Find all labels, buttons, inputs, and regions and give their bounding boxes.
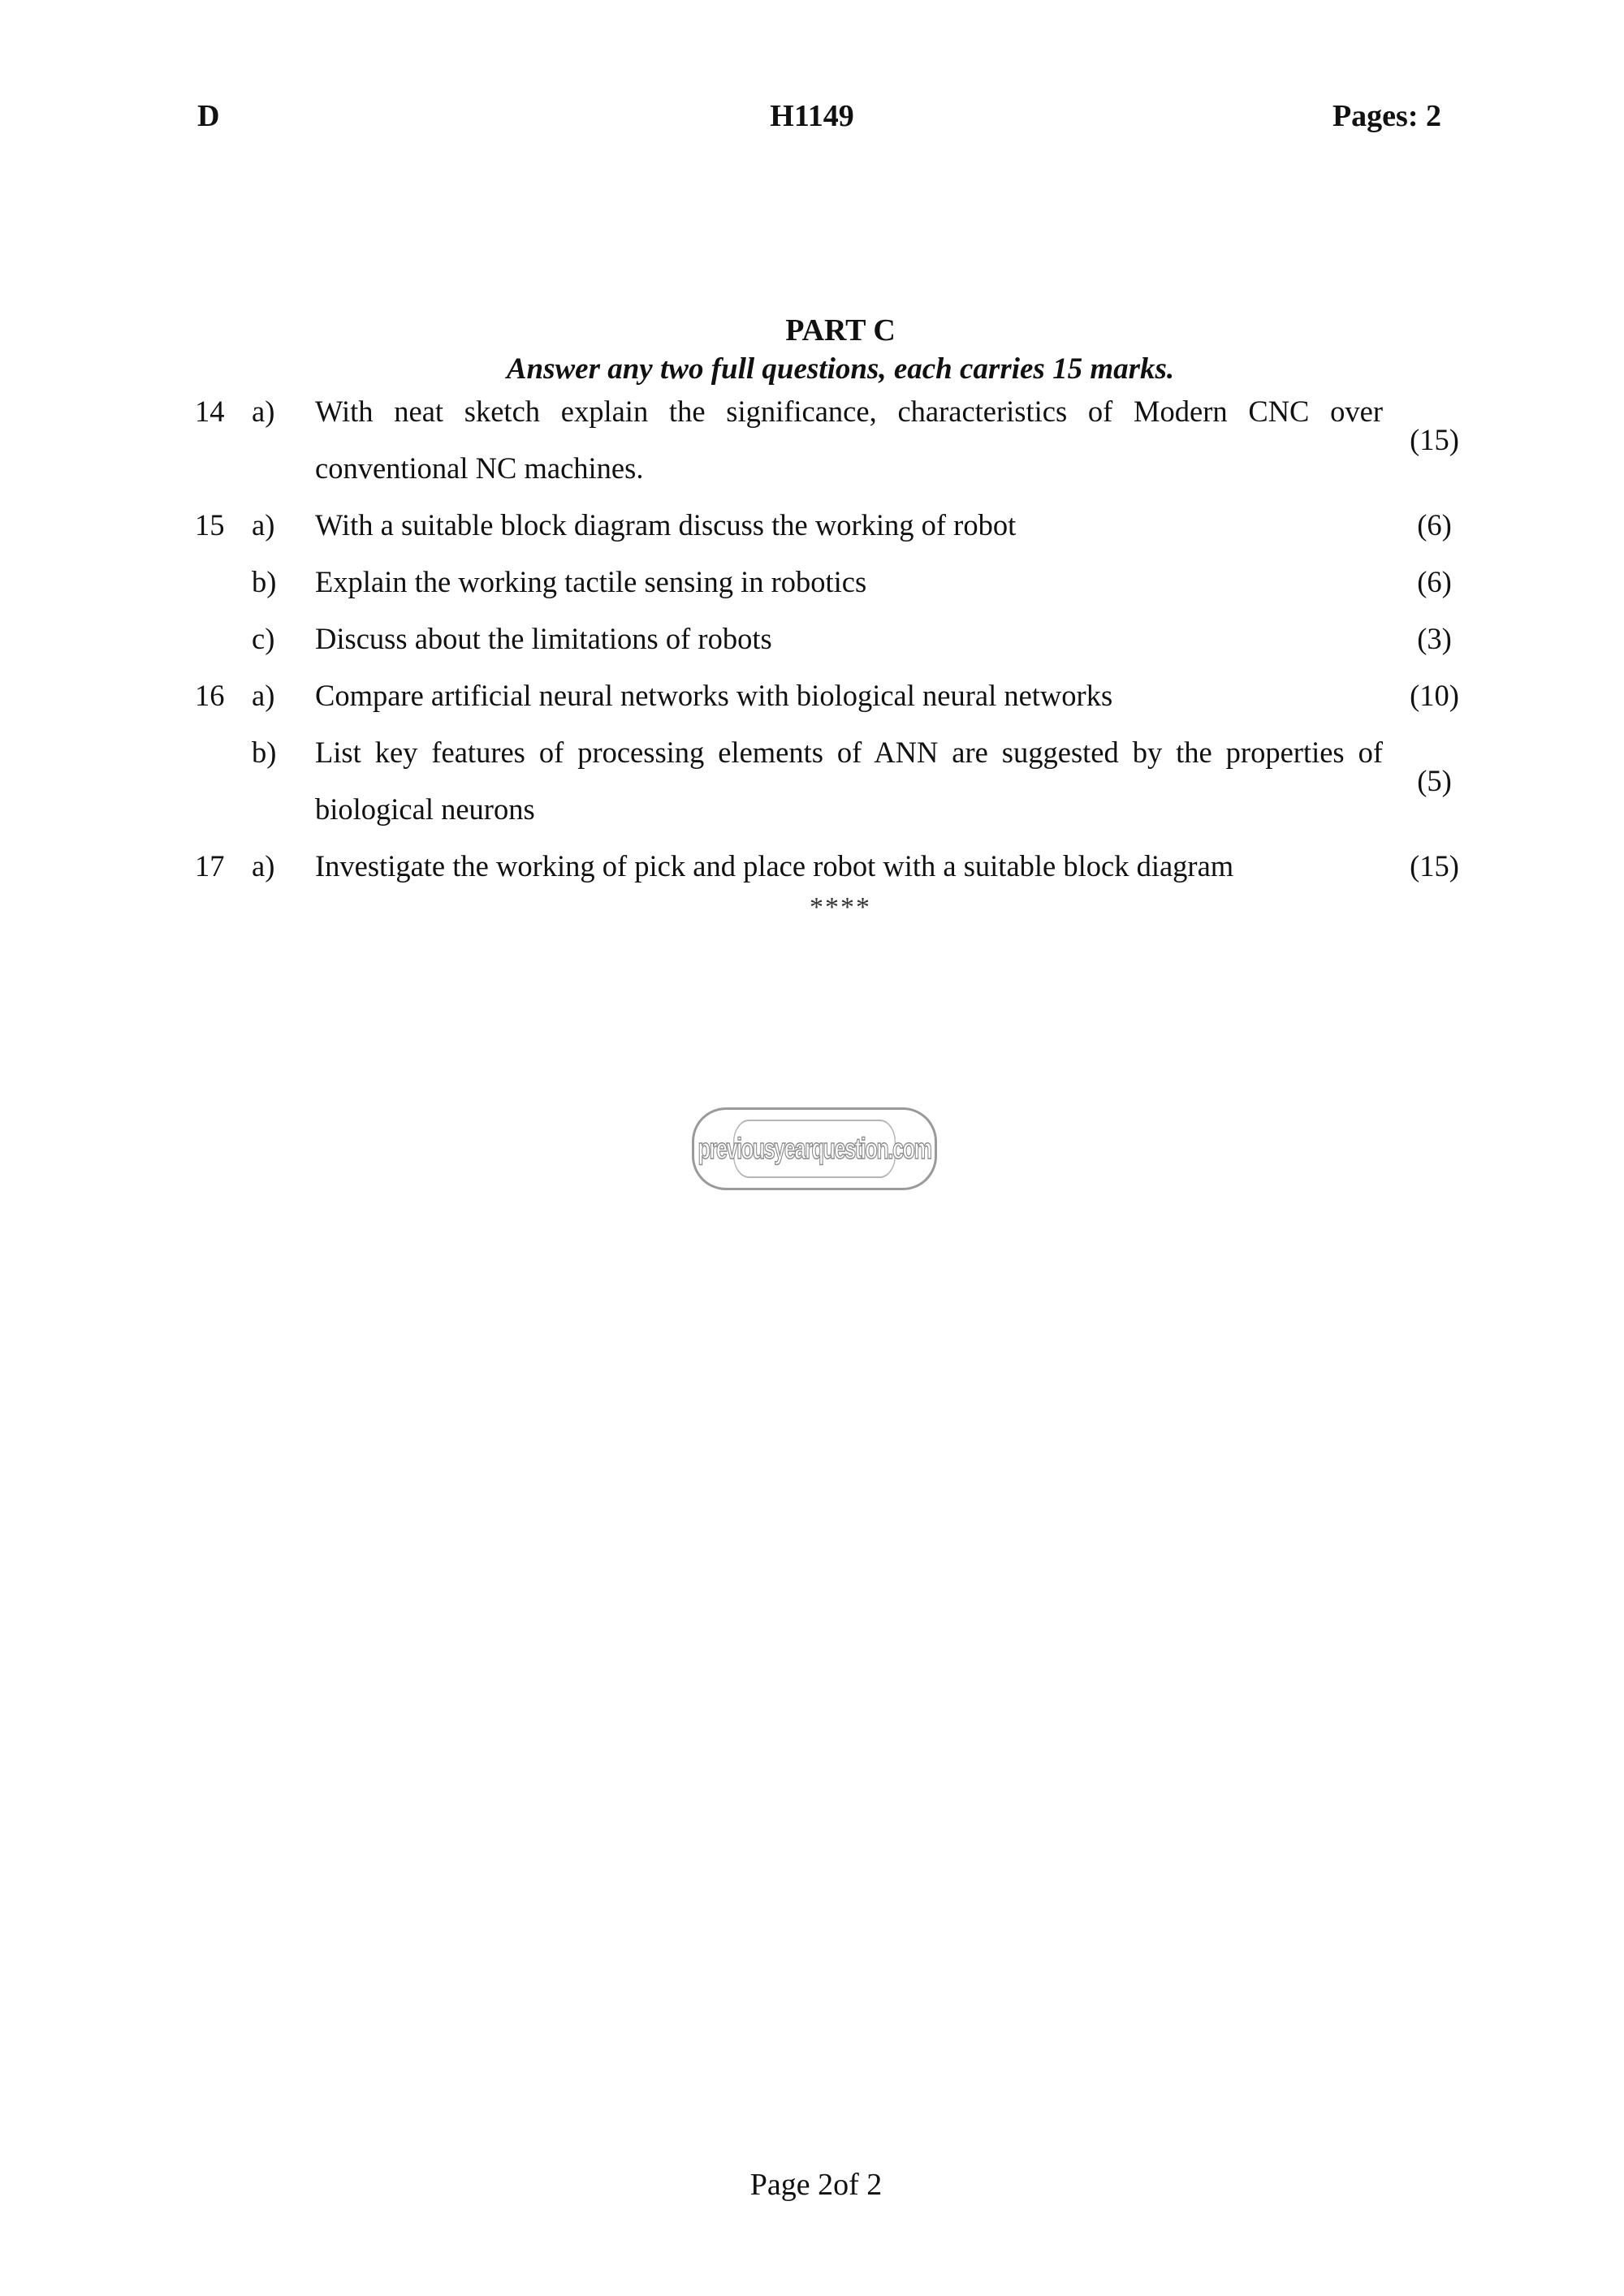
question-subpart: a)	[252, 508, 275, 542]
question-text: With a suitable block diagram discuss the working of robot	[315, 508, 1017, 542]
watermark-text: previousyearquestion.com	[733, 1120, 896, 1178]
question-row	[195, 838, 1486, 895]
part-title: PART C	[785, 313, 896, 347]
question-subpart: a)	[252, 679, 275, 712]
question-row	[195, 383, 1486, 497]
question-text: Investigate the working of pick and place robot with a suitable block diagram	[315, 849, 1234, 883]
question-subpart: a)	[252, 849, 275, 883]
question-text: List key features of processing elements of ANN are suggested by the properties of biological neurons	[315, 736, 1383, 826]
watermark-logo	[692, 1107, 937, 1190]
question-number: 16	[195, 679, 225, 712]
question-number: 15	[195, 508, 225, 542]
question-marks: (15)	[1410, 423, 1459, 456]
question-marks: (15)	[1410, 849, 1459, 883]
question-subpart: b)	[252, 736, 277, 769]
question-list	[195, 383, 1486, 895]
header-paper-code: H1149	[770, 99, 854, 133]
question-row	[195, 667, 1486, 724]
question-text: Explain the working tactile sensing in robotics	[315, 565, 867, 598]
question-marks: (10)	[1410, 679, 1459, 712]
question-row	[195, 724, 1486, 838]
question-text: Discuss about the limitations of robots	[315, 622, 772, 655]
question-row	[195, 497, 1486, 554]
question-marks: (6)	[1417, 565, 1452, 598]
question-subpart: a)	[252, 395, 275, 428]
question-row	[195, 611, 1486, 667]
question-marks: (5)	[1417, 764, 1452, 797]
header-page-count: Pages: 2	[1332, 99, 1441, 133]
question-text: Compare artificial neural networks with biological neural networks	[315, 679, 1113, 712]
question-number: 17	[195, 849, 225, 883]
question-subpart: b)	[252, 565, 277, 598]
part-instruction: Answer any two full questions, each carries 15 marks.	[506, 352, 1175, 386]
question-number: 14	[195, 395, 225, 428]
question-row	[195, 554, 1486, 611]
question-marks: (6)	[1417, 508, 1452, 542]
question-marks: (3)	[1417, 622, 1452, 655]
end-of-paper-mark: ****	[810, 892, 871, 922]
page-footer: Page 2of 2	[749, 2168, 883, 2202]
question-text: With neat sketch explain the significance, characteristics of Modern CNC over conventional NC machines.	[315, 395, 1383, 485]
header-series-code: D	[197, 99, 220, 133]
question-subpart: c)	[252, 622, 275, 655]
